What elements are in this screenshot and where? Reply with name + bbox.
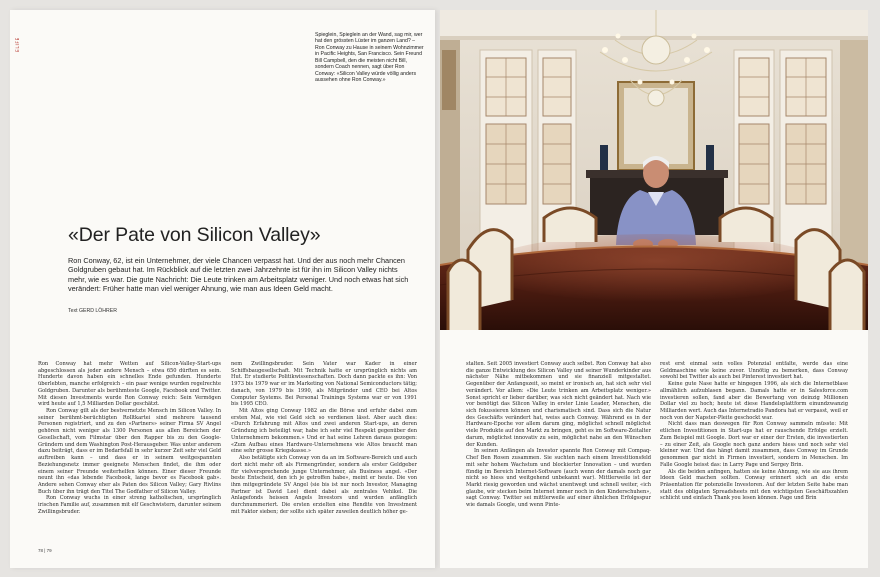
body-column-4	[660, 361, 848, 539]
paragraph: In seinen Anfängen als Investor spannte Ron Conway mit Compaq-Chef Ben Rosen zusammen. Sie suchten nach einem Investitionsfeld mit sehr hohem Wachstum und blockierter Innovation – und wurden fündig im Bereich Internet-Software (auch wenn der damals noch gar nicht so hiess und weitgehend unbekannt war). Mittlerweile ist der Markt riesig geworden und wächst unentwegt und schnell weiter, «ich glaube, wir stecken beim Internet immer noch in den Kinderschuhen», sagt Conway. Twitter sei mittlerweile auf einer ähnlichen Erfolgsspur wie damals Google, und wenn Pinte-	[466, 448, 651, 509]
byline: Text GERD LÖHRER	[68, 308, 118, 314]
section-tag: ELIFE	[16, 37, 21, 53]
photo-caption: Spieglein, Spieglein an der Wand, sag mir, wer hat den grössten Lüster im ganzen Land? – Ron Conway zu Hause in seinem Wohnzimmer in Pacific Heights, San Francisco. Sein Freund Bill Campbell, den die meisten nicht Bill, sondern Coach nennen, sagt über Ron Conway: «Silicon Valley würde völlig anders aussehen ohne Ron Conway.»	[315, 32, 424, 84]
paragraph: Ron Conway gilt als der bestvernetzte Mensch im Silicon Valley. In seiner berühmt-berüchtigten Rolltkartei sind mehrere tausend Personen registriert, und zu den «Partners» seiner Firma SV Angel gehören nicht weniger als 1300 Personen aus allen Bereichen der Gesellschaft, vom Filmstar über den Rapper bis zu den Google-Gründern und dem Washington Post-Herausgeber. Was unter anderem dazu beiträgt, dass er im Bedarfsfall in sehr kurzer Zeit sehr viel Geld auftreiben kann – und dass er in seinem weitgespannten Beziehungsnetz immer geeignete Menschen findet, die ihm oder einem seiner Freunde weiterhelfen können. Einer dieser Freunde neunt ihn «das lebende Facebook, lange bevor es Facebook gab». Andere sehen Conway eher als Paten des Silicon Valley; Gary Rivlins Buch über ihn trägt den Titel The Godfather of Silicon Valley.	[38, 408, 221, 495]
paragraph: rest erst einmal sein volles Potenzial entfalte, werde das eine Geldmaschine wie keine zuvor. Unnötig zu bemerken, dass Conway sowohl bei Twitter als auch bei Pinterest investiert hat.	[660, 361, 848, 381]
paragraph: Mit Altos ging Conway 1982 an die Börse und erfuhr dabei zum ersten Mal, wie viel Geld sich so verdienen lässt. Aber auch dies: «Durch Erfahrung mit Altos und zwei anderen Start-ups, an deren Gründung ich beteiligt war, habe ich sehr viel Respekt gegenüber den Unternehmern bekommen.» Und er hat seine Lehren daraus gezogen: «Zum Aufbau eines Hardware-Unternehmens wie Altos braucht man eine sehr grosse Kriegskasse.»	[231, 408, 417, 455]
paragraph: Ron Conway hat mehr Wetten auf Silicon-Valley-Start-ups abgeschlossen als jeder andere Mensch – etwa 650 dürften es sein. Hunderte davon haben ein schnelles Ende gefunden. Hunderte überlebten, manche erfolgreich – ein paar wenige wurden regelrechte Goldgruben. Darunter als berühmteste Google, Facebook und Twitter. Mit diesen Investments wurde Ron Conway reich: Sein Vermögen wird heute auf 1,5 Milliarden Dollar geschätzt.	[38, 361, 221, 408]
paragraph: Nicht dass man deswegen für Ron Conway sammeln müsste: Mit etlichen Investitionen in Start-ups hat er rauschende Erfolge erzielt. Zum Beispiel mit Google. Dort war er einer der Ersten, die investierten – zu einer Zeit, als Google noch ganz anders hiess und noch sehr viel kleiner war. Und das hängt damit zusammen, dass Conway im Grunde genommen gar nicht in Firmen investiert, sondern in Menschen. Im Falle Google heisst das: in Larry Page und Sergey Brin.	[660, 421, 848, 468]
paragraph: Keine gute Nase hatte er hingegen 1996, als sich die Internetblase allmählich aufzublasen begann. Damals hatte er in Salesforce.com investieren sollen, fand aber die Bewertung von deinzig Millionen Dollar viel zu hoch; heute ist diese Handelsplattform einundzwanzig Milliarden wert. Auch das Internetradio Pandora hat er verpasst, weil er noch von der Napster-Pleite geschockt war.	[660, 381, 848, 421]
paragraph: nem Zwillingsbruder. Sein Vater war Kader in einer Schiffsbaugesellschaft. Mit Technik hatte er ursprünglich nichts am Hut. Er studierte Politikwissenschaften. Doch dann packte es ihn: Von 1973 bis 1979 war er im Marketing von National Semiconductors tätig; danach, von 1979 bis 1990, als Mitgründer und CEO bei Altos Computer Systems. Bei Personal Trainings Systems war er von 1991 bis 1995 CEO.	[231, 361, 417, 408]
article-lead: Ron Conway, 62, ist ein Unternehmer, der viele Chancen verpasst hat. Und der aus noch mehr Chancen Goldgruben gebaut hat. Im Rückblick auf die letzten zwei Jahrzehnte ist für ihn im Silicon Valley nichts mehr, wie es war. Die gute Nachricht: Die Leute trinken am Arbeitsplatz weniger. Und noch etwas hat sich verändert: Früher hatte man viel weniger Ahnung, wie man aus Ideen Geld macht.	[68, 256, 409, 294]
body-column-3	[466, 361, 651, 539]
article-title: «Der Pate von Silicon Valley»	[68, 224, 321, 246]
body-column-2	[231, 361, 417, 539]
page-numbers: 78 | 79	[38, 548, 52, 553]
right-page	[440, 10, 868, 568]
paragraph: Ron Conway wuchs in einer streng katholischen, ursprünglich irischen Familie auf, zusammen mit elf Geschwistern, darunter seinem Zwillingsbruder.	[38, 495, 221, 515]
left-page	[10, 10, 435, 568]
portrait-photo	[440, 10, 868, 330]
paragraph: stalten. Seit 2005 investiert Conway auch selbst. Ron Conway hat also die ganze Entwicklung des Silicon Valley und seiner Wunderkinder aus nächster Nähe mitbekommen und sie finanziell mitgestaltet. Gegenüber der Anfangszeit, so meint er ironisch an, hat sich sehr viel verändert. Vor allem: «Die Leute trinken am Arbeitsplatz weniger.» Sonst spricht er lieber darüber, was sich nicht geändert hat. Nach wie vor benötigt das Silicon Valley in erster Linie Leader, Menschen, die sich fokussieren können und charismatisch sind. Dass sich die Natur des Geschäfts verändert hat, weiss auch Conway. Während es in der Hardware-Epoche vor allem darum ging, möglichst schnell möglichst viele Produkte auf den Markt zu bringen, geht es im Software-Zeitalter darum, möglichst innovativ zu sein, möglichst nahe an den Wünschen der Kunden.	[466, 361, 651, 448]
paragraph: Als die beiden anfingen, hatten sie keine Ahnung, wie sie aus ihrem Ideen Geld machen sollten. Conway erinnert sich an die erste Präsentation für potenzielle Investoren. Auf der letzten Seite habe man statt des obligaten Spreadsheets mit den wichtigsten Geschäftszahlen schlicht und einfach Thank you lesen können. Page und Brin	[660, 468, 848, 502]
body-column-1	[38, 361, 221, 539]
paragraph: Also betätigte sich Conway von da an im Software-Bereich und auch dort nicht mehr oft als Firmengründer, sondern als erster Geldgeber für vielversprechende junge Unternehmer, als Business angel. «Der beste Entscheid, den ich je getroffen habe», meint er heute. Die von ihm mitgegründete SV Angel (sie bis ist nur noch Investor, Managing Partner ist David Lee) dient dabei als zentrales Vehikel. Die Anlagefonds heissen Angels Investors und wurden anfänglich durchnummeriert. Die ersten erzielten eine Rendite von Investment mit Faktor sieben; der sollte sich später zuweilen deutlich höher ge-	[231, 455, 417, 515]
left-wall	[440, 40, 460, 290]
